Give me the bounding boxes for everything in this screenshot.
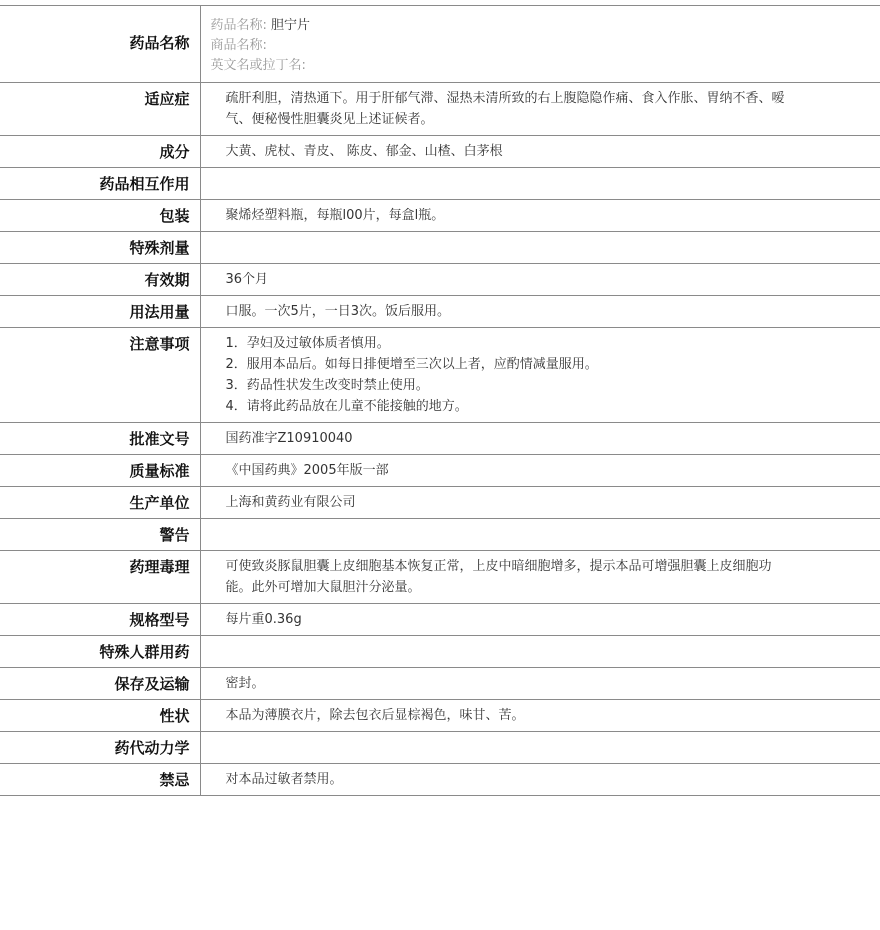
precaution-item: 4．请将此药品放在儿童不能接触的地方。 bbox=[225, 399, 468, 414]
packaging-value: 聚烯烃塑料瓶，每瓶l00片，每盒l瓶。 bbox=[200, 200, 880, 232]
pharmacokinetics-value bbox=[200, 732, 880, 764]
special-dosage-label: 特殊剂量 bbox=[0, 232, 200, 264]
row-shelf-life bbox=[0, 264, 880, 296]
packaging-label: 包装 bbox=[0, 200, 200, 232]
contraindications-value: 对本品过敏者禁用。 bbox=[200, 764, 880, 796]
warning-value bbox=[200, 519, 880, 551]
manufacturer-label: 生产单位 bbox=[0, 487, 200, 519]
generic-name-value: 胆宁片 bbox=[271, 18, 311, 33]
precaution-item: 2．服用本品后。如每日排便增至三次以上者，应酌情减量服用。 bbox=[225, 357, 598, 372]
row-manufacturer bbox=[0, 487, 880, 519]
special-dosage-value bbox=[200, 232, 880, 264]
latin-name-line bbox=[211, 56, 791, 76]
ingredients-label: 成分 bbox=[0, 136, 200, 168]
row-pharmacokinetics bbox=[0, 732, 880, 764]
interactions-label: 药品相互作用 bbox=[0, 168, 200, 200]
row-warning bbox=[0, 519, 880, 551]
drug-name-label: 药品名称 bbox=[0, 6, 200, 83]
toxicology-label: 药理毒理 bbox=[0, 551, 200, 604]
row-precautions bbox=[0, 328, 880, 423]
row-quality-standard bbox=[0, 455, 880, 487]
generic-name-label: 药品名称: bbox=[210, 18, 267, 33]
approval-number-label: 批准文号 bbox=[0, 423, 200, 455]
precautions-label: 注意事项 bbox=[0, 328, 200, 423]
latin-name-label: 英文名或拉丁名: bbox=[210, 58, 306, 73]
shelf-life-value: 36个月 bbox=[200, 264, 880, 296]
indications-value: 疏肝利胆，清热通下。用于肝郁气滞、湿热未清所致的右上腹隐隐作痛、食入作胀、胃纳不香、嗳气、便秘慢性胆囊炎见上述证候者。 bbox=[200, 83, 880, 136]
manufacturer-value: 上海和黄药业有限公司 bbox=[200, 487, 880, 519]
trade-name-line bbox=[211, 36, 791, 56]
precaution-item: 3．药品性状发生改变时禁止使用。 bbox=[225, 378, 429, 393]
appearance-label: 性状 bbox=[0, 700, 200, 732]
row-drug-name bbox=[0, 6, 880, 83]
row-interactions bbox=[0, 168, 880, 200]
row-packaging bbox=[0, 200, 880, 232]
drug-name-cell bbox=[200, 6, 880, 83]
contraindications-label: 禁忌 bbox=[0, 764, 200, 796]
approval-number-value: 国药准字Z10910040 bbox=[200, 423, 880, 455]
usage-value: 口服。一次5片，一日3次。饭后服用。 bbox=[200, 296, 880, 328]
row-storage bbox=[0, 668, 880, 700]
specification-label: 规格型号 bbox=[0, 604, 200, 636]
special-groups-label: 特殊人群用药 bbox=[0, 636, 200, 668]
row-special-dosage bbox=[0, 232, 880, 264]
quality-standard-label: 质量标准 bbox=[0, 455, 200, 487]
warning-label: 警告 bbox=[0, 519, 200, 551]
row-appearance bbox=[0, 700, 880, 732]
row-usage bbox=[0, 296, 880, 328]
quality-standard-value: 《中国药典》2005年版一部 bbox=[200, 455, 880, 487]
precaution-item: 1．孕妇及过敏体质者慎用。 bbox=[225, 336, 390, 351]
toxicology-value: 可使致炎豚鼠胆囊上皮细胞基本恢复正常，上皮中暗细胞增多，提示本品可增强胆囊上皮细胞功能。此外可增加大鼠胆汁分泌量。 bbox=[200, 551, 880, 604]
generic-name-line bbox=[211, 16, 791, 36]
row-indications bbox=[0, 83, 880, 136]
specification-value: 每片重0.36g bbox=[200, 604, 880, 636]
storage-label: 保存及运输 bbox=[0, 668, 200, 700]
row-contraindications bbox=[0, 764, 880, 796]
ingredients-value: 大黄、虎杖、青皮、 陈皮、郁金、山楂、白茅根 bbox=[200, 136, 880, 168]
usage-label: 用法用量 bbox=[0, 296, 200, 328]
row-toxicology bbox=[0, 551, 880, 604]
row-specification bbox=[0, 604, 880, 636]
row-special-groups bbox=[0, 636, 880, 668]
special-groups-value bbox=[200, 636, 880, 668]
precautions-list bbox=[200, 328, 880, 423]
storage-value: 密封。 bbox=[200, 668, 880, 700]
trade-name-label: 商品名称: bbox=[210, 38, 267, 53]
indications-label: 适应症 bbox=[0, 83, 200, 136]
row-approval-number bbox=[0, 423, 880, 455]
drug-info-table bbox=[0, 5, 880, 796]
row-ingredients bbox=[0, 136, 880, 168]
interactions-value bbox=[200, 168, 880, 200]
shelf-life-label: 有效期 bbox=[0, 264, 200, 296]
pharmacokinetics-label: 药代动力学 bbox=[0, 732, 200, 764]
appearance-value: 本品为薄膜衣片，除去包衣后显棕褐色，味甘、苦。 bbox=[200, 700, 880, 732]
